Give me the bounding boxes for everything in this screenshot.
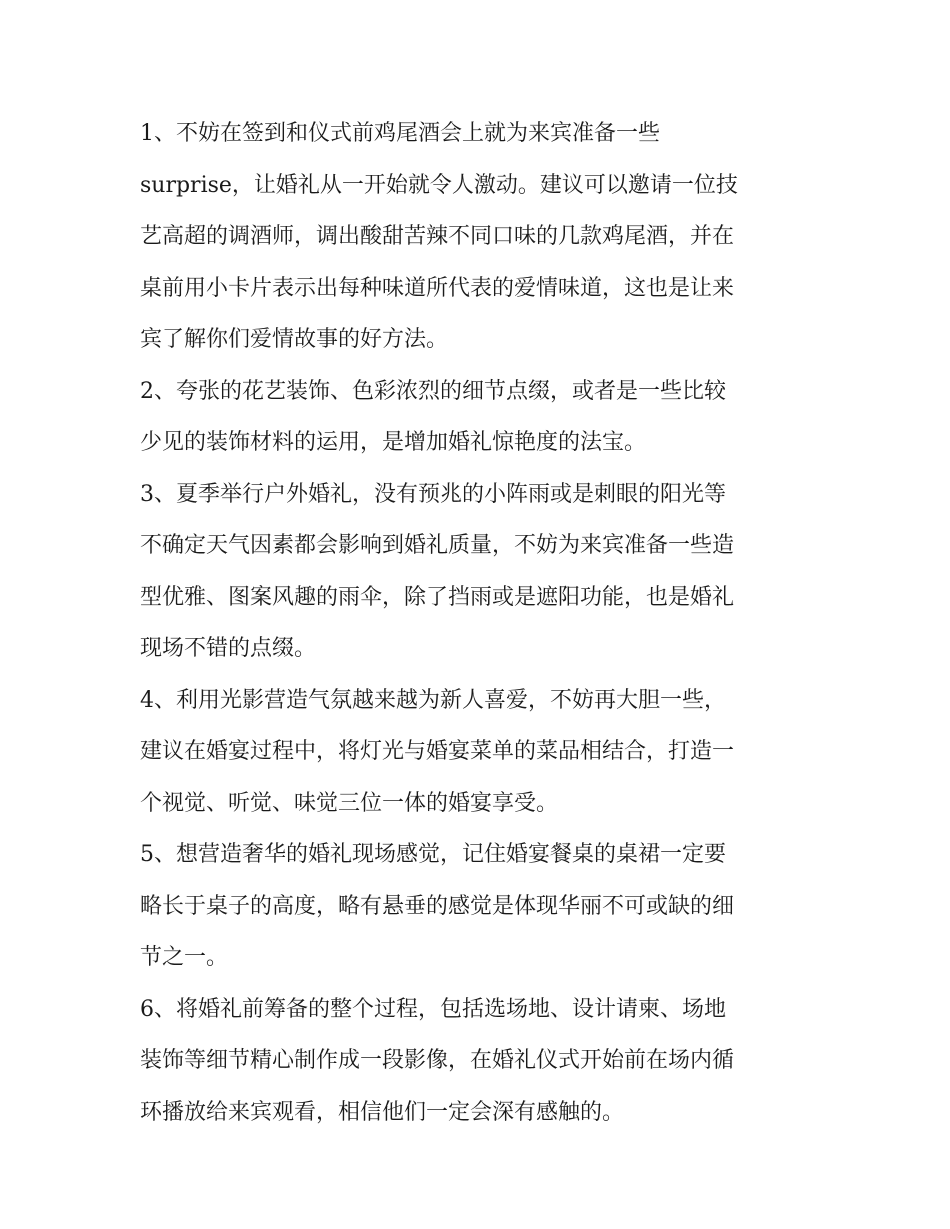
paragraph-line: 略长于桌子的高度，略有悬垂的感觉是体现华丽不可或缺的细 (140, 893, 735, 919)
paragraph-2 (140, 366, 814, 469)
paragraph-line: 不确定天气因素都会影响到婚礼质量，不妨为来宾准备一些造 (140, 533, 735, 558)
paragraph-line: 2、夸张的花艺装饰、色彩浓烈的细节点缀，或者是一些比较 (140, 378, 726, 404)
paragraph-1 (140, 108, 814, 366)
paragraph-6 (140, 984, 814, 1139)
document-body (140, 108, 814, 1138)
paragraph-line: 4、利用光影营造气氛越来越为新人喜爱，不妨再大胆一些， (140, 687, 726, 713)
paragraph-line: 6、将婚礼前筹备的整个过程，包括选场地、设计请柬、场地 (140, 996, 726, 1022)
paragraph-4 (140, 675, 814, 830)
paragraph-line: 个视觉、听觉、味觉三位一体的婚宴享受。 (140, 790, 559, 816)
paragraph-line: 型优雅、图案风趣的雨伞，除了挡雨或是遮阳功能，也是婚礼 (140, 584, 735, 610)
paragraph-line: 装饰等细节精心制作成一段影像，在婚礼仪式开始前在场内循 (140, 1048, 735, 1073)
paragraph-line: 1、不妨在签到和仪式前鸡尾酒会上就为来宾准备一些 (140, 121, 660, 146)
paragraph-line: 3、夏季举行户外婚礼，没有预兆的小阵雨或是刺眼的阳光等 (140, 481, 726, 507)
paragraph-line: 建议在婚宴过程中，将灯光与婚宴菜单的菜品相结合，打造一 (140, 739, 735, 764)
paragraph-line: 节之一。 (140, 945, 229, 970)
paragraph-line: surprise，让婚礼从一开始就令人激动。建议可以邀请一位技 (140, 172, 738, 198)
paragraph-line: 5、想营造奢华的婚礼现场感觉，记住婚宴餐桌的桌裙一定要 (140, 842, 726, 867)
paragraph-line: 艺高超的调酒师，调出酸甜苦辣不同口味的几款鸡尾酒，并在 (140, 224, 735, 249)
paragraph-line: 环播放给来宾观看，相信他们一定会深有感触的。 (140, 1099, 625, 1125)
paragraph-line: 少见的装饰材料的运用，是增加婚礼惊艳度的法宝。 (140, 430, 647, 455)
paragraph-3 (140, 469, 814, 675)
paragraph-5 (140, 829, 814, 984)
paragraph-line: 桌前用小卡片表示出每种味道所代表的爱情味道，这也是让来 (140, 275, 735, 301)
paragraph-line: 宾了解你们爱情故事的好方法。 (140, 327, 449, 352)
paragraph-line: 现场不错的点缀。 (140, 636, 317, 661)
